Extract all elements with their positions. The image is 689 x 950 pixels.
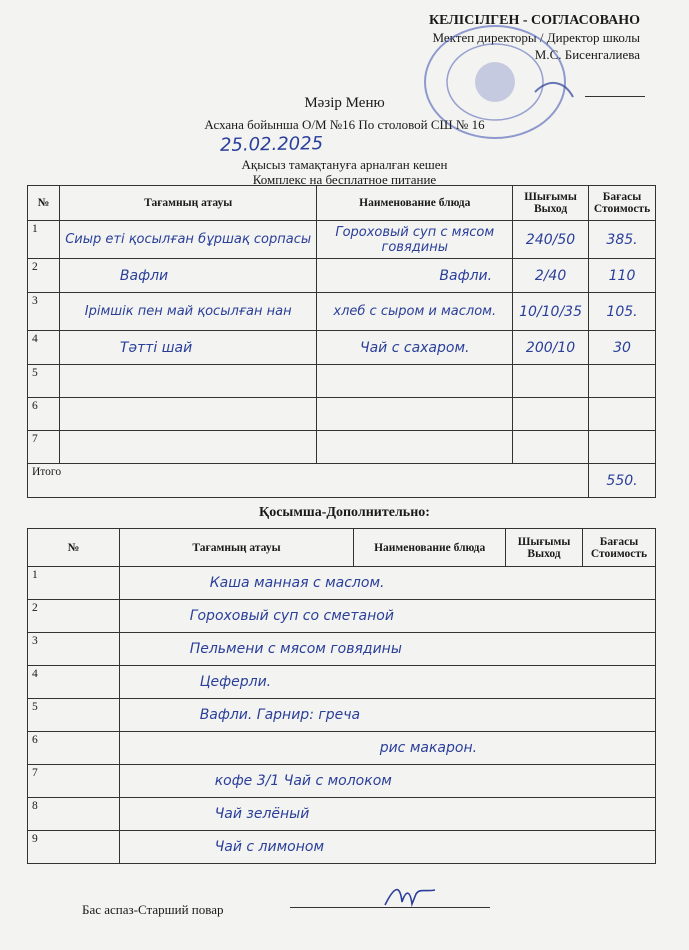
- row-number: 6: [28, 398, 60, 431]
- dish-output: [513, 431, 589, 464]
- table-row: [28, 221, 656, 259]
- chef-signature: [380, 880, 440, 910]
- dish-output: [513, 398, 589, 431]
- row-number: 5: [28, 365, 60, 398]
- dish-kz: Сиыр еті қосылған бұршақ сорпасы: [59, 221, 317, 259]
- header-dish-ru: Наименование блюда: [354, 529, 506, 567]
- table-row: [28, 732, 656, 765]
- total-row: [28, 464, 656, 498]
- head-chef-label: Бас аспаз-Старший повар: [82, 902, 224, 917]
- dish-kz: [59, 365, 317, 398]
- total-label: Итого: [28, 464, 589, 498]
- table-row: [28, 259, 656, 293]
- dish-kz: Вафли: [59, 259, 317, 293]
- dish-output: 10/10/35: [513, 293, 589, 331]
- table-row: [28, 567, 656, 600]
- table-header-row: [28, 529, 656, 567]
- dish-ru: хлеб с сыром и маслом.: [317, 293, 513, 331]
- header-number: №: [28, 529, 120, 567]
- row-number: 6: [28, 732, 120, 765]
- row-number: 3: [28, 633, 120, 666]
- header-dish-kz: Тағамның атауы: [59, 186, 317, 221]
- row-number: 7: [28, 431, 60, 464]
- extra-dish: Чай зелёный: [119, 798, 655, 831]
- table-row: [28, 699, 656, 732]
- header-dish-ru: Наименование блюда: [317, 186, 513, 221]
- header-number: №: [28, 186, 60, 221]
- menu-title: Мәзір Меню: [304, 95, 385, 111]
- dish-ru: Чай с сахаром.: [317, 331, 513, 365]
- header-output: Шығымы Выход: [513, 186, 589, 221]
- dish-output: 200/10: [513, 331, 589, 365]
- extra-dish: Чай с лимоном: [119, 831, 655, 864]
- table-row: [28, 431, 656, 464]
- table-row: [28, 831, 656, 864]
- extra-dish: Вафли. Гарнир: греча: [119, 699, 655, 732]
- table-row: [28, 765, 656, 798]
- extra-dish: Каша манная с маслом.: [119, 567, 655, 600]
- row-number: 1: [28, 567, 120, 600]
- extra-dish: Цеферли.: [119, 666, 655, 699]
- row-number: 4: [28, 666, 120, 699]
- extra-dish: кофе 3/1 Чай с молоком: [119, 765, 655, 798]
- total-value: 550.: [589, 464, 656, 498]
- row-number: 9: [28, 831, 120, 864]
- dish-ru: [317, 398, 513, 431]
- free-meal-kz: Ақысыз тамақтануға арналған кешен: [241, 157, 448, 172]
- row-number: 7: [28, 765, 120, 798]
- table-row: [28, 798, 656, 831]
- dish-output: 240/50: [513, 221, 589, 259]
- row-number: 5: [28, 699, 120, 732]
- dish-price: 110: [589, 259, 656, 293]
- row-number: 4: [28, 331, 60, 365]
- dish-price: [589, 431, 656, 464]
- row-number: 3: [28, 293, 60, 331]
- row-number: 2: [28, 259, 60, 293]
- header-output: Шығымы Выход: [506, 529, 583, 567]
- table-row: [28, 398, 656, 431]
- approval-line-director: Мектеп директоры / Директор школы: [432, 30, 640, 45]
- dish-price: [589, 365, 656, 398]
- dish-price: 30: [589, 331, 656, 365]
- extra-dish: Гороховый суп со сметаной: [119, 600, 655, 633]
- dish-kz: [59, 431, 317, 464]
- additional-section-title: Қосымша-Дополнительно:: [259, 505, 430, 520]
- dish-price: [589, 398, 656, 431]
- table-header-row: [28, 186, 656, 221]
- dish-ru: Вафли.: [317, 259, 513, 293]
- dish-ru: [317, 365, 513, 398]
- handwritten-date: 25.02.2025: [219, 133, 324, 156]
- row-number: 2: [28, 600, 120, 633]
- table-row: [28, 331, 656, 365]
- table-row: [28, 600, 656, 633]
- canteen-subtitle: Асхана бойынша О/М №16 По столовой СШ № 16: [204, 117, 485, 132]
- extra-dish: Пельмени с мясом говядины: [119, 633, 655, 666]
- free-meal-ru: Комплекс на бесплатное питание: [252, 172, 437, 187]
- table-row: [28, 365, 656, 398]
- dish-ru: Гороховый суп с мясом говядины: [317, 221, 513, 259]
- header-price: Бағасы Стоимость: [589, 186, 656, 221]
- approval-line-name: М.С. Бисенгалиева: [534, 47, 640, 62]
- dish-output: 2/40: [513, 259, 589, 293]
- row-number: 8: [28, 798, 120, 831]
- main-menu-table: [27, 185, 656, 498]
- dish-kz: Ірімшік пен май қосылған нан: [59, 293, 317, 331]
- dish-kz: [59, 398, 317, 431]
- header-dish-kz: Тағамның атауы: [119, 529, 354, 567]
- extra-dish: рис макарон.: [119, 732, 655, 765]
- dish-price: 105.: [589, 293, 656, 331]
- table-row: [28, 633, 656, 666]
- dish-output: [513, 365, 589, 398]
- dish-ru: [317, 431, 513, 464]
- row-number: 1: [28, 221, 60, 259]
- approval-heading: КЕЛІСІЛГЕН - СОГЛАСОВАНО: [429, 13, 640, 28]
- dish-kz: Тәтті шай: [59, 331, 317, 365]
- additional-menu-table: [27, 528, 656, 864]
- table-row: [28, 666, 656, 699]
- dish-price: 385.: [589, 221, 656, 259]
- header-price: Бағасы Стоимость: [583, 529, 656, 567]
- table-row: [28, 293, 656, 331]
